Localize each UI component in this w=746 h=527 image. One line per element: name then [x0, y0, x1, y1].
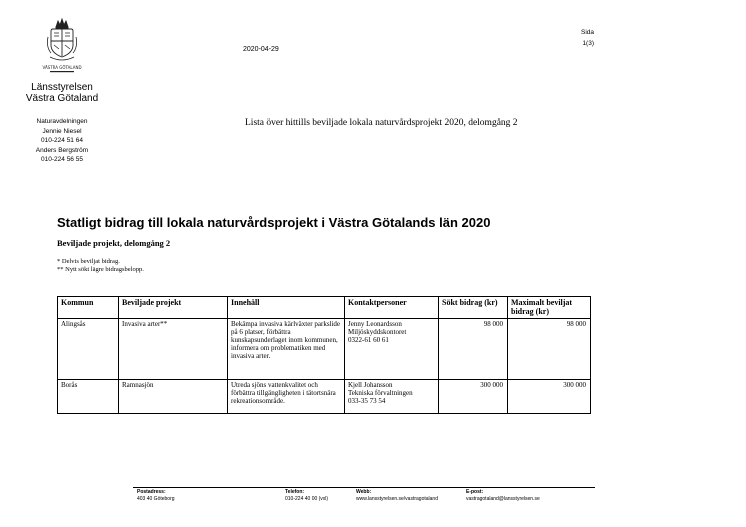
footer-webb	[356, 489, 438, 502]
page-number: 1(3)	[582, 40, 594, 47]
contact-person: Jenny Leonardsson	[348, 320, 402, 328]
contact-phone: 0322-61 60 61	[348, 336, 389, 344]
document-date: 2020-04-29	[243, 46, 279, 53]
authority-line-1: Länsstyrelsen	[31, 82, 93, 93]
column-header: Maximalt beviljat bidrag (kr)	[508, 297, 591, 319]
cell-sokt: 98 000	[439, 319, 508, 380]
footer-label: Postadress:	[137, 489, 166, 495]
contact-office: Miljöskyddskontoret	[348, 328, 407, 336]
svg-text:VÄSTRA GÖTALAND: VÄSTRA GÖTALAND	[42, 65, 82, 70]
cell-sokt: 300 000	[439, 380, 508, 414]
cell-kommun: Borås	[58, 380, 119, 414]
contact-name: Anders Bergström	[35, 146, 89, 154]
footer-value: 010-224 40 00 (vxl)	[285, 495, 329, 502]
table-header-row	[58, 297, 591, 319]
footer-value: 403 40 Göteborg	[137, 495, 175, 502]
contact-office: Tekniska förvaltningen	[348, 389, 413, 397]
footer-telefon	[285, 489, 328, 502]
cell-kontakt	[345, 319, 439, 380]
column-header: Sökt bidrag (kr)	[439, 297, 508, 319]
table-row	[58, 380, 591, 414]
sender-contact-block	[20, 117, 104, 165]
cell-innehall: Bekämpa invasiva kärlväxter parkslide på 6 platser, förbättra kunskapsunderlaget inom kommunen, informera om problematiken med invasiva arter.	[228, 319, 345, 380]
contact-name: Jennie Niesel	[42, 127, 82, 135]
coat-of-arms-logo	[42, 17, 82, 77]
authority-line-2: Västra Götaland	[25, 93, 99, 104]
table-row	[58, 319, 591, 380]
footnote: ** Nytt sökt lägre bidragsbelopp.	[57, 266, 144, 273]
cell-kommun: Alingsås	[58, 319, 119, 380]
footer-label: Webb:	[356, 489, 372, 495]
cell-max: 98 000	[508, 319, 591, 380]
contact-phone: 010-224 51 64	[41, 137, 83, 144]
footnotes	[57, 258, 144, 274]
footer-value[interactable]: vastragotaland@lansstyrelsen.se	[466, 495, 540, 502]
footer-postadress	[137, 489, 175, 502]
page-indicator	[560, 27, 594, 49]
page-title: Statligt bidrag till lokala naturvårdsprojekt i Västra Götalands län 2020	[57, 215, 491, 230]
contact-phone: 010-224 56 55	[41, 156, 83, 163]
page-label: Sida	[580, 29, 594, 36]
column-header: Kommun	[58, 297, 119, 319]
page-subtitle: Beviljade projekt, delomgång 2	[57, 238, 171, 248]
column-header: Kontaktpersoner	[345, 297, 439, 319]
cell-projekt: Invasiva arter**	[119, 319, 228, 380]
footer-label: Telefon:	[285, 489, 305, 495]
footer-epost	[466, 489, 540, 502]
contact-person: Kjell Johansson	[348, 381, 393, 389]
column-header: Beviljade projekt	[119, 297, 228, 319]
footer-label: E-post:	[466, 489, 484, 495]
cell-projekt: Ramnasjön	[119, 380, 228, 414]
cell-innehall: Utreda sjöns vattenkvalitet och förbättra tillgängligheten i tätortsnära rekreationsområde.	[228, 380, 345, 414]
cell-kontakt	[345, 380, 439, 414]
contact-phone: 033-35 73 54	[348, 397, 386, 405]
footer-divider	[133, 487, 595, 488]
authority-name	[20, 82, 104, 104]
document-subject: Lista över hittills beviljade lokala naturvårdsprojekt 2020, delomgång 2	[245, 118, 518, 128]
footer-value[interactable]: www.lansstyrelsen.se/vastragotaland	[356, 495, 438, 502]
department: Naturavdelningen	[36, 118, 88, 125]
projects-table	[57, 296, 591, 414]
column-header: Innehåll	[228, 297, 345, 319]
cell-max: 300 000	[508, 380, 591, 414]
footnote: * Delvis beviljat bidrag.	[57, 258, 120, 265]
